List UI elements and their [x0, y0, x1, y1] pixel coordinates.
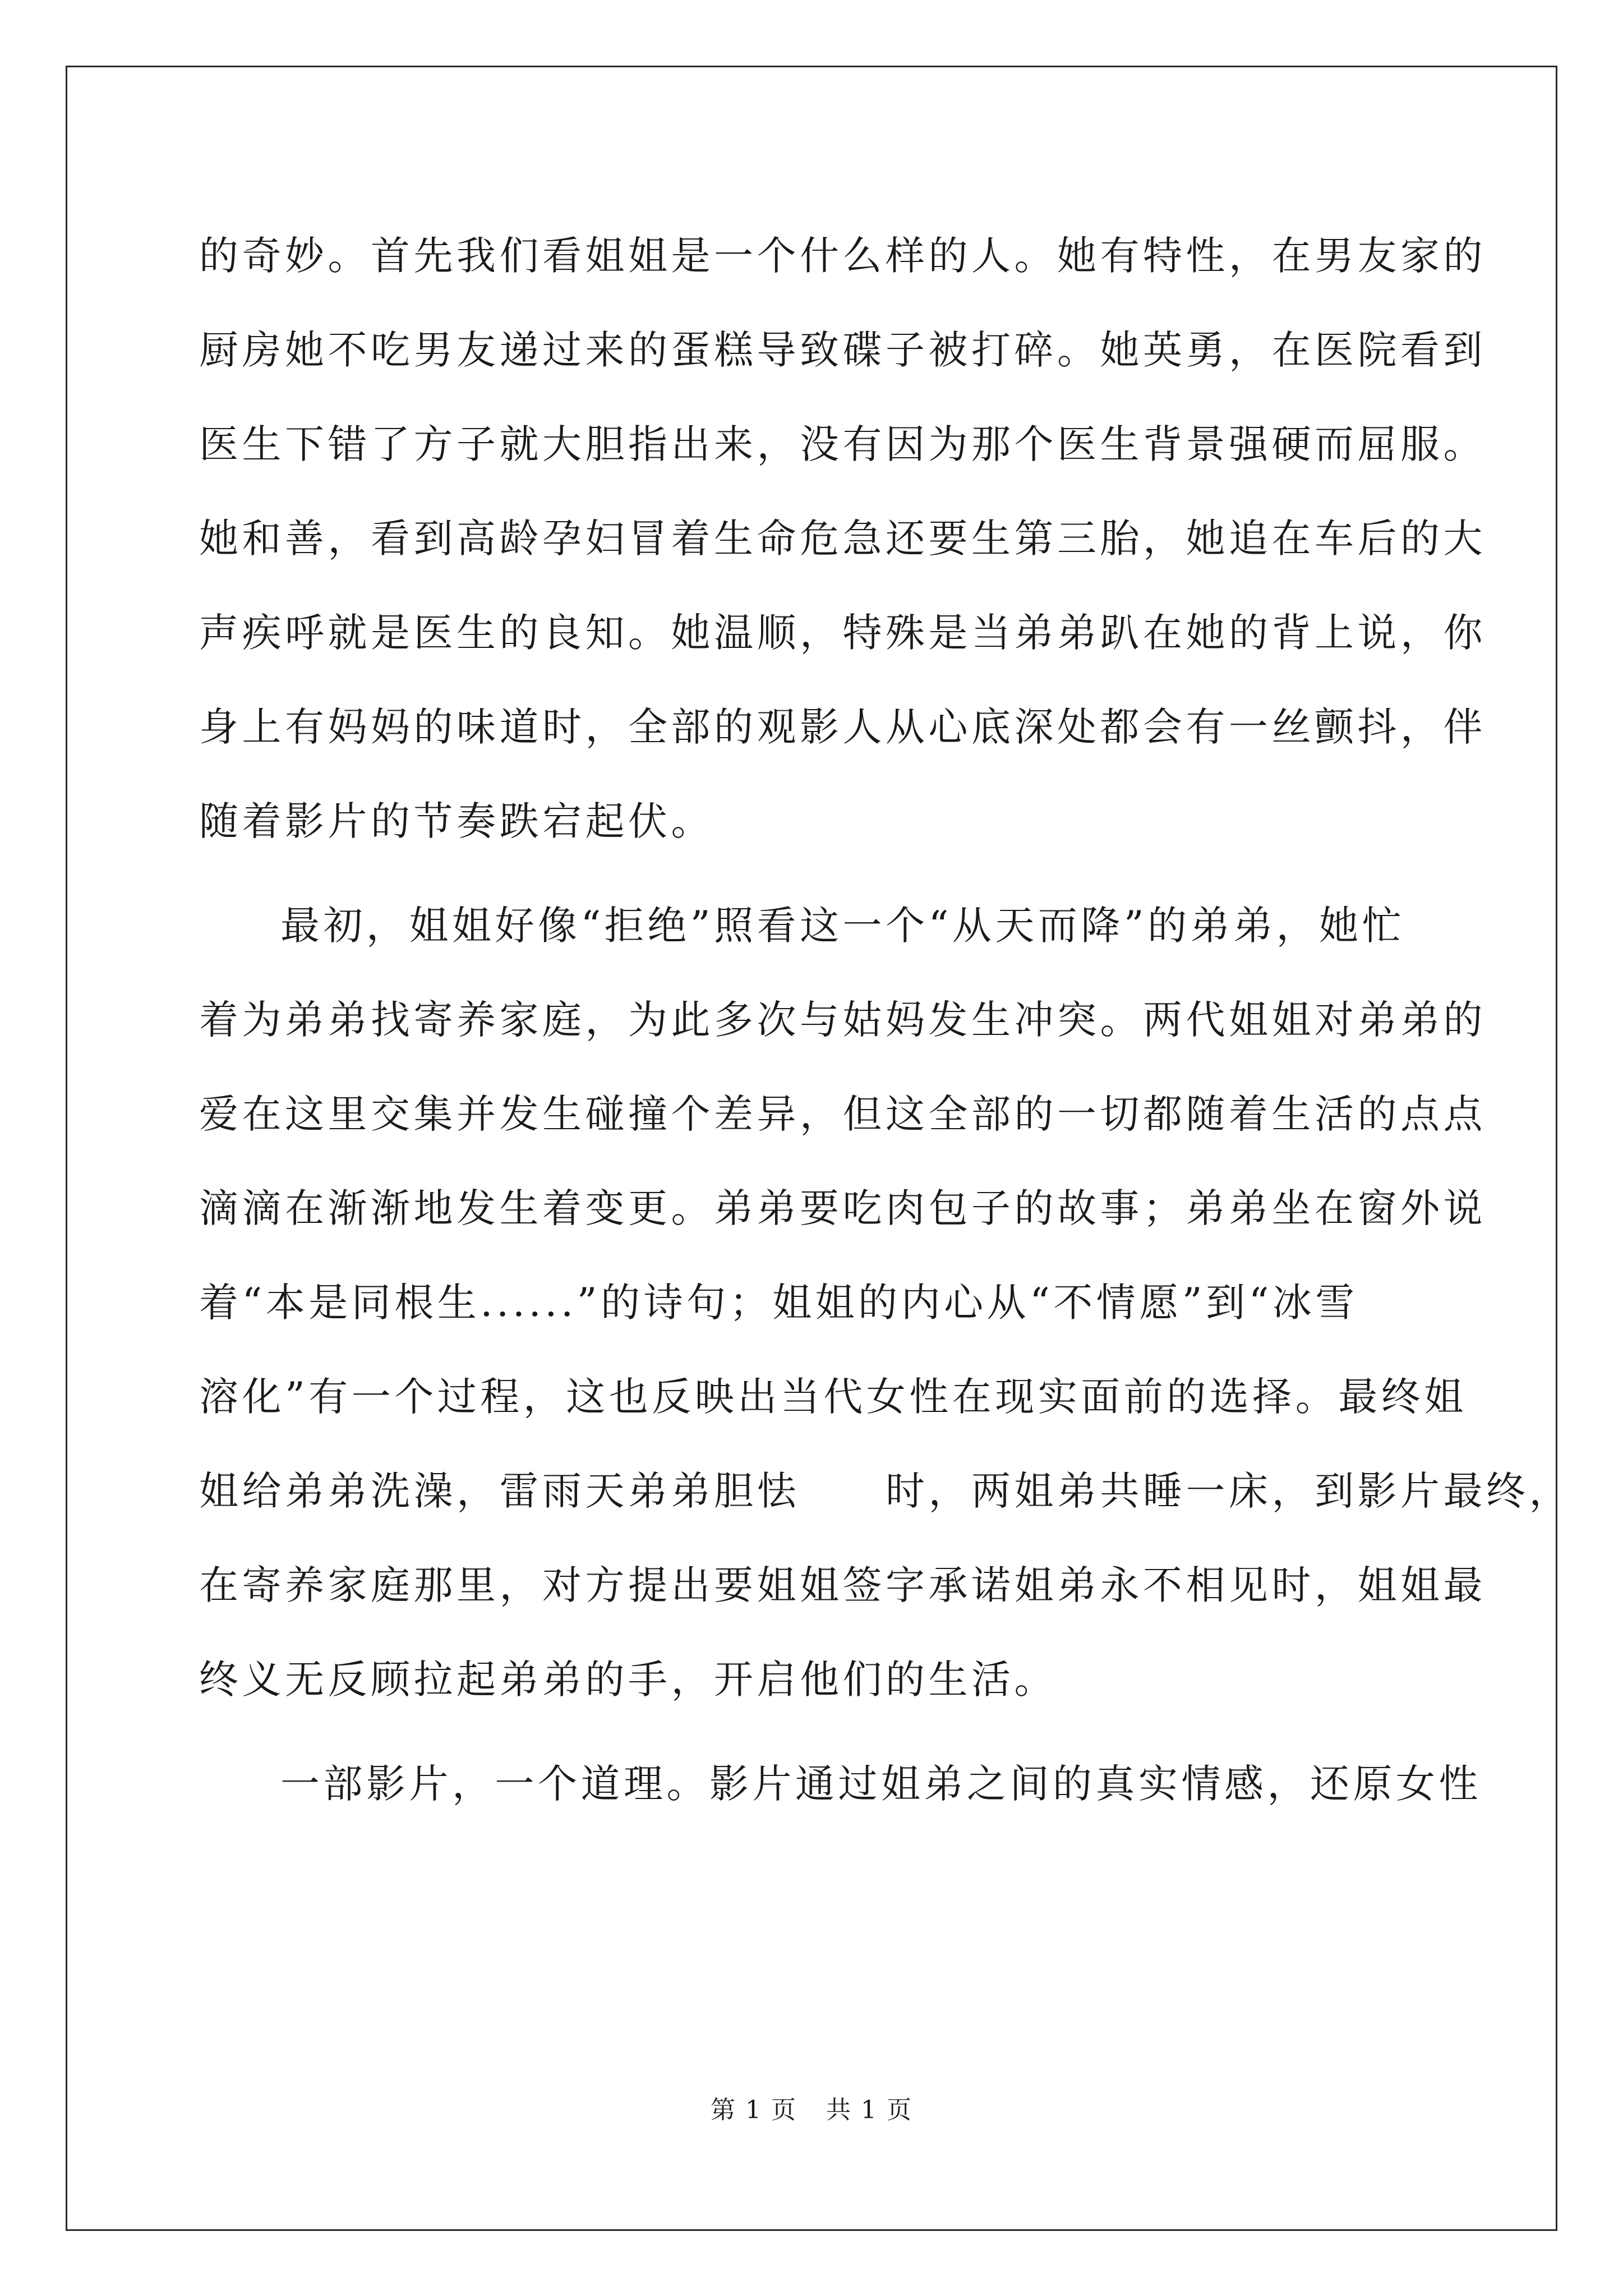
text-line: 爱在这里交集并发生碰撞个差异，但这全部的一切都随着生活的点点: [199, 1091, 1486, 1137]
page-total: 共 1 页: [826, 2096, 912, 2124]
paragraph-first-line: 最初，姐姐好像“拒绝”照看这一个“从天而降”的弟弟，她忙: [280, 903, 1405, 949]
text-line: 她和善，看到高龄孕妇冒着生命危急还要生第三胎，她追在车后的大: [199, 516, 1486, 562]
text-line: 姐给弟弟洗澡，雷雨天弟弟胆怯 时，两姐弟共睡一床，到影片最终，: [199, 1468, 1572, 1514]
text-line: 厨房她不吃男友递过来的蛋糕导致碟子被打碎。她英勇，在医院看到: [199, 327, 1486, 373]
text-line: 医生下错了方子就大胆指出来，没有因为那个医生背景强硬而屈服。: [199, 421, 1486, 467]
text-line: 在寄养家庭那里，对方提出要姐姐签字承诺姐弟永不相见时，姐姐最: [199, 1562, 1486, 1608]
paragraph-first-line: 一部影片，一个道理。影片通过姐弟之间的真实情感，还原女性: [280, 1761, 1482, 1807]
document-body: [199, 209, 1572, 1831]
text-line: 声疾呼就是医生的良知。她温顺，特殊是当弟弟趴在她的背上说，你: [199, 610, 1486, 656]
text-line: 溶化”有一个过程，这也反映出当代女性在现实面前的选择。最终姐: [199, 1374, 1467, 1420]
text-line: 着“本是同根生......”的诗句；姐姐的内心从“不情愿”到“冰雪: [199, 1280, 1358, 1326]
page-number: 第 1 页: [711, 2096, 797, 2124]
text-line: 终义无反顾拉起弟弟的手，开启他们的生活。: [199, 1657, 1057, 1703]
text-line: 的奇妙。首先我们看姐姐是一个什么样的人。她有特性，在男友家的: [199, 233, 1486, 279]
text-line: 身上有妈妈的味道时，全部的观影人从心底深处都会有一丝颤抖，伴: [199, 704, 1486, 750]
page-footer: [0, 2090, 1623, 2125]
text-line: 着为弟弟找寄养家庭，为此多次与姑妈发生冲突。两代姐姐对弟弟的: [199, 997, 1486, 1043]
text-line: 滴滴在渐渐地发生着变更。弟弟要吃肉包子的故事；弟弟坐在窗外说: [199, 1185, 1486, 1231]
text-line: 随着影片的节奏跌宕起伏。: [199, 798, 714, 844]
